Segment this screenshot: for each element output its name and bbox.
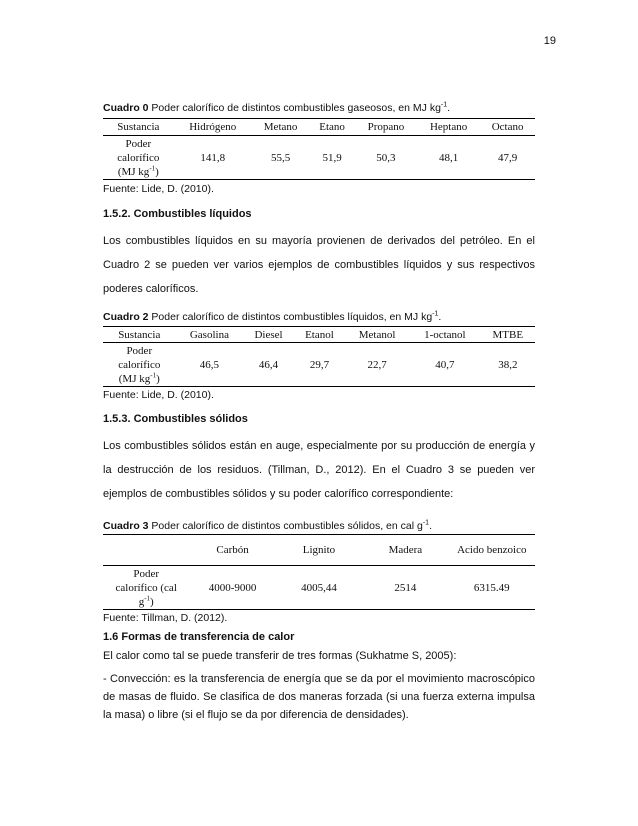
table2-header: Diesel bbox=[254, 328, 283, 341]
table2-header-row bbox=[103, 327, 535, 343]
section-16-intro: El calor como tal se puede transferir de tres formas (Sukhatme S, 2005): bbox=[103, 650, 457, 662]
table0-caption-text: Poder calorífico de distintos combustibles gaseosos, en MJ kg bbox=[148, 102, 441, 114]
table0-caption-end: . bbox=[447, 102, 451, 114]
table0-header: Propano bbox=[367, 121, 405, 133]
table2-data-row bbox=[103, 343, 535, 387]
table2-header: Sustancia bbox=[118, 328, 161, 341]
table0-cell: 48,1 bbox=[439, 151, 459, 164]
table3-data-row bbox=[103, 566, 535, 610]
table3-row-label: Poder calorífico (cal $g^{-1}$) bbox=[115, 567, 177, 608]
table2-caption-label: Cuadro 2 bbox=[103, 311, 149, 323]
table0-header: Heptano bbox=[429, 121, 468, 133]
table0-header: Sustancia bbox=[117, 121, 160, 133]
table3-header: Acido benzoico bbox=[457, 544, 527, 556]
table2-caption-sup: -1 bbox=[432, 310, 439, 318]
table0-caption-label: Cuadro 0 bbox=[103, 102, 149, 114]
table3-source: Fuente: Tillman, D. (2012). bbox=[103, 612, 228, 624]
table3-header bbox=[103, 535, 189, 566]
table2-source: Fuente: Lide, D. (2010). bbox=[103, 389, 214, 401]
table0-caption-sup: -1 bbox=[440, 101, 448, 109]
section-152-heading: 1.5.2. Combustibles líquidos bbox=[103, 208, 252, 220]
table3 bbox=[103, 534, 535, 610]
table2-header: Gasolina bbox=[189, 328, 229, 341]
table0-header-row bbox=[103, 119, 535, 136]
table0-data-row bbox=[103, 136, 535, 180]
table3-cell: 4005,44 bbox=[301, 581, 337, 594]
table0-header: Metano bbox=[263, 121, 298, 133]
table2-row-label: Poder calorífico (MJ $kg^{-1}$) bbox=[118, 344, 161, 385]
table0-cell: 51,9 bbox=[322, 151, 342, 164]
table3-header-row bbox=[103, 535, 535, 566]
table3-caption-sup: -1 bbox=[422, 519, 430, 527]
table2-cell: 29,7 bbox=[309, 358, 330, 371]
table3-header: Lignito bbox=[302, 544, 336, 556]
page-number: 19 bbox=[543, 35, 556, 47]
table0-header: Etano bbox=[319, 121, 345, 133]
table2-caption-end: . bbox=[438, 311, 442, 323]
section-153-paragraph: Los combustibles sólidos están en auge, especialmente por su producción de energía y la destrucción de los residuos. (Tillman, D., 2012). En el Cuadro 3 se pueden ver ejemplos de combustibles sólidos y su poder calorífico correspondiente: bbox=[103, 440, 535, 500]
table0-cell: 47,9 bbox=[497, 151, 518, 164]
table2-header: 1-octanol bbox=[424, 328, 466, 341]
table3-caption-end: . bbox=[429, 520, 432, 532]
table0-row-label: Poder calorífico (MJ $kg^{-1}$) bbox=[117, 137, 160, 178]
table2-cell: 22,7 bbox=[367, 358, 387, 371]
table0-cell: 141,8 bbox=[200, 151, 226, 164]
table2-header: Etanol bbox=[305, 328, 334, 341]
table0-cell: 55,5 bbox=[270, 151, 291, 164]
table3-caption bbox=[103, 520, 432, 532]
table0-header: Hidrógeno bbox=[189, 121, 237, 133]
table3-cell: 4000-9000 bbox=[208, 581, 257, 594]
table2-header: Metanol bbox=[358, 328, 396, 341]
section-16-heading: 1.6 Formas de transferencia de calor bbox=[103, 631, 295, 643]
table0-header: Octano bbox=[491, 121, 524, 133]
table2-cell: 38,2 bbox=[498, 358, 518, 371]
section-16-paragraph: - Convección: es la transferencia de energía que se da por el movimiento macroscópico de masas de fluido. Se clasifica de dos maneras forzada (si una fuerza externa impulsa la masa) o libre (si el flujo se da por diferencia de densidades). bbox=[103, 673, 535, 721]
table2-header: MTBE bbox=[492, 328, 524, 341]
table2-cell: 46,4 bbox=[258, 358, 279, 371]
table0-caption bbox=[103, 102, 450, 114]
table2-cell: 46,5 bbox=[199, 358, 220, 371]
table2-cell: 40,7 bbox=[435, 358, 455, 371]
table0-source: Fuente: Lide, D. (2010). bbox=[103, 183, 214, 195]
section-153-heading: 1.5.3. Combustibles sólidos bbox=[103, 413, 248, 425]
table3-caption-text: Poder calorífico de distintos combustibles sólidos, en cal g bbox=[148, 520, 423, 532]
table2-caption bbox=[103, 311, 441, 323]
table0-cell: 50,3 bbox=[376, 151, 396, 164]
table2-caption-text: Poder calorífico de distintos combustibles líquidos, en MJ kg bbox=[148, 311, 433, 323]
table3-cell: 6315.49 bbox=[473, 581, 510, 594]
table3-header: Madera bbox=[388, 544, 423, 556]
table3-cell: 2514 bbox=[394, 581, 417, 594]
table0 bbox=[103, 118, 535, 180]
table3-caption-label: Cuadro 3 bbox=[103, 520, 149, 532]
table3-header: Carbón bbox=[216, 544, 249, 556]
section-152-paragraph: Los combustibles líquidos en su mayoría provienen de derivados del petróleo. En el Cuadro 2 se pueden ver varios ejemplos de combustibles líquidos y sus respectivos poderes caloríficos. bbox=[103, 235, 535, 295]
table2 bbox=[103, 326, 535, 387]
